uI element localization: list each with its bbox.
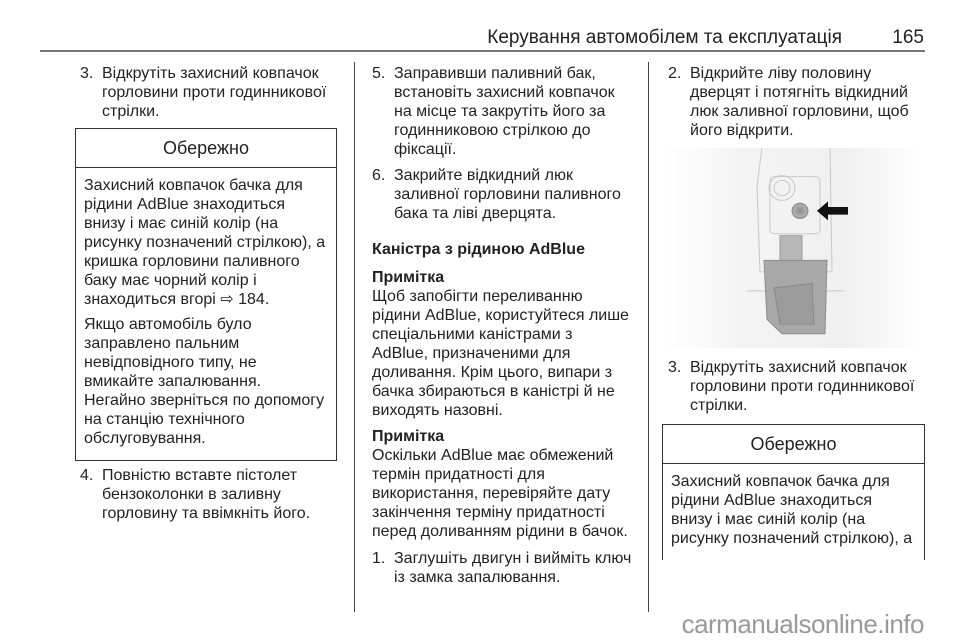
step-number: 5. — [372, 65, 386, 82]
step-text: Відкрутіть захисний ковпачок горловини проти годинникової стрілки. — [102, 65, 327, 120]
caution-paragraph: Якщо автомобіль було заправлено пальним невідповідного типу, не вмикайте запалювання. Негайно зверніться по допомогу на станцію технічного обслуговування. — [84, 316, 325, 447]
note-text: Оскільки AdBlue має обмежений термін придатності для використання, перевіряйте дату закінчення терміну придатності перед доливанням рідини в бачок. — [372, 447, 628, 540]
note-title: Примітка — [372, 428, 445, 445]
caution-box — [662, 424, 925, 560]
note-title: Примітка — [372, 269, 445, 286]
step-text: Відкрийте ліву половину дверцят і потягніть відкидний люк заливної горловини, щоб його відкрити. — [690, 65, 909, 139]
step-1 — [372, 549, 631, 587]
step-3 — [668, 358, 914, 415]
column-divider — [648, 62, 649, 612]
step-5 — [372, 64, 615, 159]
adblue-filler-illustration — [662, 148, 925, 348]
watermark[interactable]: carmanualsonline.info — [681, 609, 924, 639]
step-2 — [668, 64, 909, 140]
step-6 — [372, 166, 621, 223]
step-text: Заправивши паливний бак, встановіть захисний ковпачок на місце та закрутіть його за годинниковою стрілкою до фіксації. — [394, 65, 615, 158]
step-4 — [80, 466, 310, 523]
caution-title: Обережно — [76, 129, 336, 168]
step-number: 6. — [372, 167, 386, 184]
header-rule — [40, 50, 925, 52]
step-number: 3. — [668, 359, 682, 376]
caution-paragraph: Захисний ковпачок бачка для рідини AdBlue знаходиться внизу і має синій колір (на рисунку позначений стрілкою), а кришка горловини паливного баку має чорний колір і знаходиться вгорі ⇨ 184. — [84, 177, 326, 308]
caution-box — [75, 128, 337, 461]
section-heading: Каністра з рідиною AdBlue — [372, 241, 585, 258]
step-number: 2. — [668, 65, 682, 82]
note-text: Щоб запобігти переливанню рідини AdBlue, користуйтеся лише спеціальними каністрами з AdBlue, призначеними для доливання. Крім цього, випари з бачка збираються в каністрі й не виходять назовні. — [372, 288, 629, 419]
running-header-title: Керування автомобілем та експлуатація — [487, 27, 842, 48]
step-3 — [80, 64, 326, 121]
page-number: 165 — [892, 27, 924, 48]
caution-title: Обережно — [663, 425, 924, 464]
column-divider — [354, 62, 355, 612]
step-text: Відкрутіть захисний ковпачок горловини проти годинникової стрілки. — [690, 359, 915, 414]
step-number: 1. — [372, 550, 386, 567]
step-number: 4. — [80, 467, 94, 484]
caution-paragraph: Захисний ковпачок бачка для рідини AdBlue знаходиться внизу і має синій колір (на рисунку позначений стрілкою), а — [671, 473, 913, 547]
step-text: Заглушіть двигун і вийміть ключ із замка запалювання. — [394, 550, 632, 586]
step-text: Закрийте відкидний люк заливної горловини паливного бака та ліві дверцята. — [394, 167, 621, 222]
step-text: Повністю вставте пістолет бензоколонки в заливну горловину та ввімкніть його. — [102, 467, 311, 522]
step-number: 3. — [80, 65, 94, 82]
arrow-icon — [817, 201, 848, 220]
